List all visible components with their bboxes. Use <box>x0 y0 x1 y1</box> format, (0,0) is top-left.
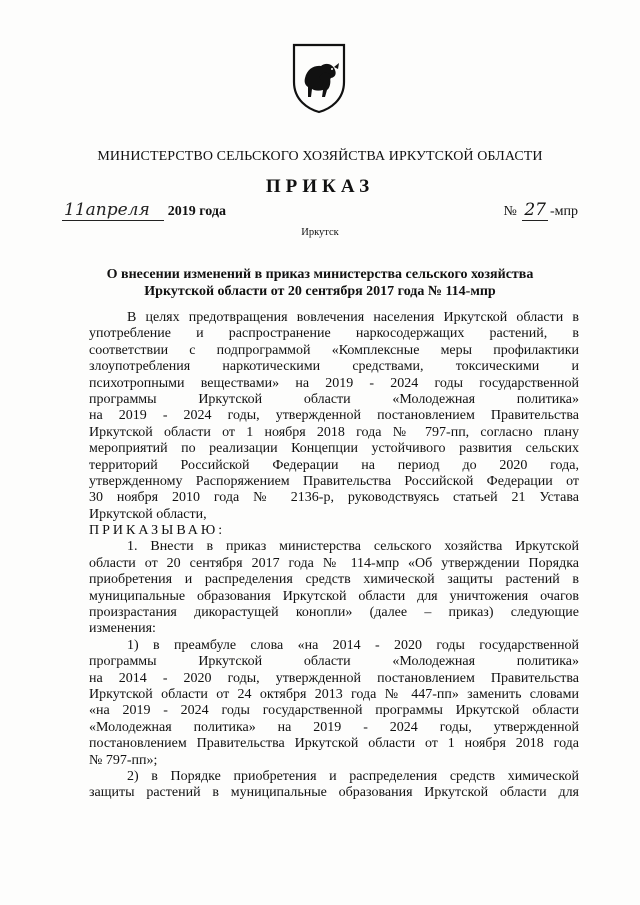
body-line: 2) в Порядке приобретения и распределения средств химической <box>127 768 579 784</box>
body-line: на 2014 - 2020 годы, утвержденной постановлением Правительства <box>89 670 579 686</box>
body-line: психотропными веществами» на 2019 - 2024 годы государственной <box>89 375 579 391</box>
body-line: Иркутской области от 1 ноября 2018 года № 797-пп, согласно плану <box>89 424 579 440</box>
order-date <box>62 200 226 221</box>
body-line: утвержденному Распоряжением Правительства Российской Федерации от <box>89 473 579 489</box>
irkutsk-babr-coat-of-arms-icon <box>290 42 348 114</box>
body-line: области от 20 сентября 2017 года № 114-мпр «Об утверждении Порядка <box>89 555 579 571</box>
document-body <box>89 310 579 802</box>
body-line: Иркутской области, <box>89 506 207 522</box>
body-line: приобретения и распределения средств химической защиты растений в <box>89 572 579 588</box>
number-suffix: -мпр <box>549 204 578 219</box>
body-line: муниципальные образования Иркутской области для уничтожения очагов <box>89 588 579 604</box>
handwritten-number: 27 <box>524 200 546 220</box>
body-line: Иркутской области от 24 октября 2013 года № 447-пп» заменить словами <box>89 686 579 702</box>
body-line: территорий Российской Федерации на период до 2020 года, <box>89 457 579 473</box>
city-name: Иркутск <box>301 227 339 238</box>
date-year: 2019 года <box>167 204 226 219</box>
body-line: 30 ноября 2010 года № 2136-р, руководствуясь статьей 21 Устава <box>89 490 579 506</box>
order-number <box>503 200 578 221</box>
body-line: В целях предотвращения вовлечения населения Иркутской области в <box>127 310 579 325</box>
body-line: программы Иркутской области «Молодежная политика» <box>89 391 579 407</box>
body-line: изменения: <box>89 621 156 637</box>
document-title <box>62 266 578 300</box>
title-line: О внесении изменений в приказ министерства сельского хозяйства <box>106 267 534 282</box>
body-line: произрастания дикорастущей конопли» (далее – приказ) следующие <box>89 605 579 621</box>
order-directive: ПРИКАЗЫВАЮ: <box>89 523 226 539</box>
ministry-name: МИНИСТЕРСТВО СЕЛЬСКОГО ХОЗЯЙСТВА ИРКУТСКОЙ ОБЛАСТИ <box>97 149 543 164</box>
body-line: 1. Внести в приказ министерства сельского хозяйства Иркутской <box>127 539 579 555</box>
body-line: постановлением Правительства Иркутской области от 1 ноября 2018 года <box>89 736 579 752</box>
body-line: мероприятий по реализации Концепции устойчивого развития сельских <box>89 441 579 457</box>
body-line: на 2019 - 2024 годы, утвержденной постановлением Правительства <box>89 408 579 424</box>
title-line: Иркутской области от 20 сентября 2017 года № 114-мпр <box>144 284 496 299</box>
body-line: 1) в преамбуле слова «на 2014 - 2020 годы государственной <box>127 637 579 653</box>
body-line: злоупотребления наркотическими средствами, токсическими и <box>89 359 579 375</box>
body-line: защиты растений в муниципальные образования Иркутской области для <box>89 785 579 801</box>
body-line: соответствии с подпрограммой «Комплексные меры профилактики <box>89 342 579 358</box>
body-line: «на 2019 - 2024 годы государственной программы Иркутской области <box>89 703 579 719</box>
body-line: «Молодежная политика» на 2019 - 2024 годы, утвержденной <box>89 719 579 735</box>
body-line: № 797-пп»; <box>89 752 158 768</box>
body-line: программы Иркутской области «Молодежная политика» <box>89 654 579 670</box>
number-sign: № <box>503 204 517 219</box>
document-kind: ПРИКАЗ <box>265 176 375 197</box>
body-line: употребление и распространение наркосодержащих растений, в <box>89 326 579 342</box>
handwritten-date: 11апреля <box>62 200 164 221</box>
